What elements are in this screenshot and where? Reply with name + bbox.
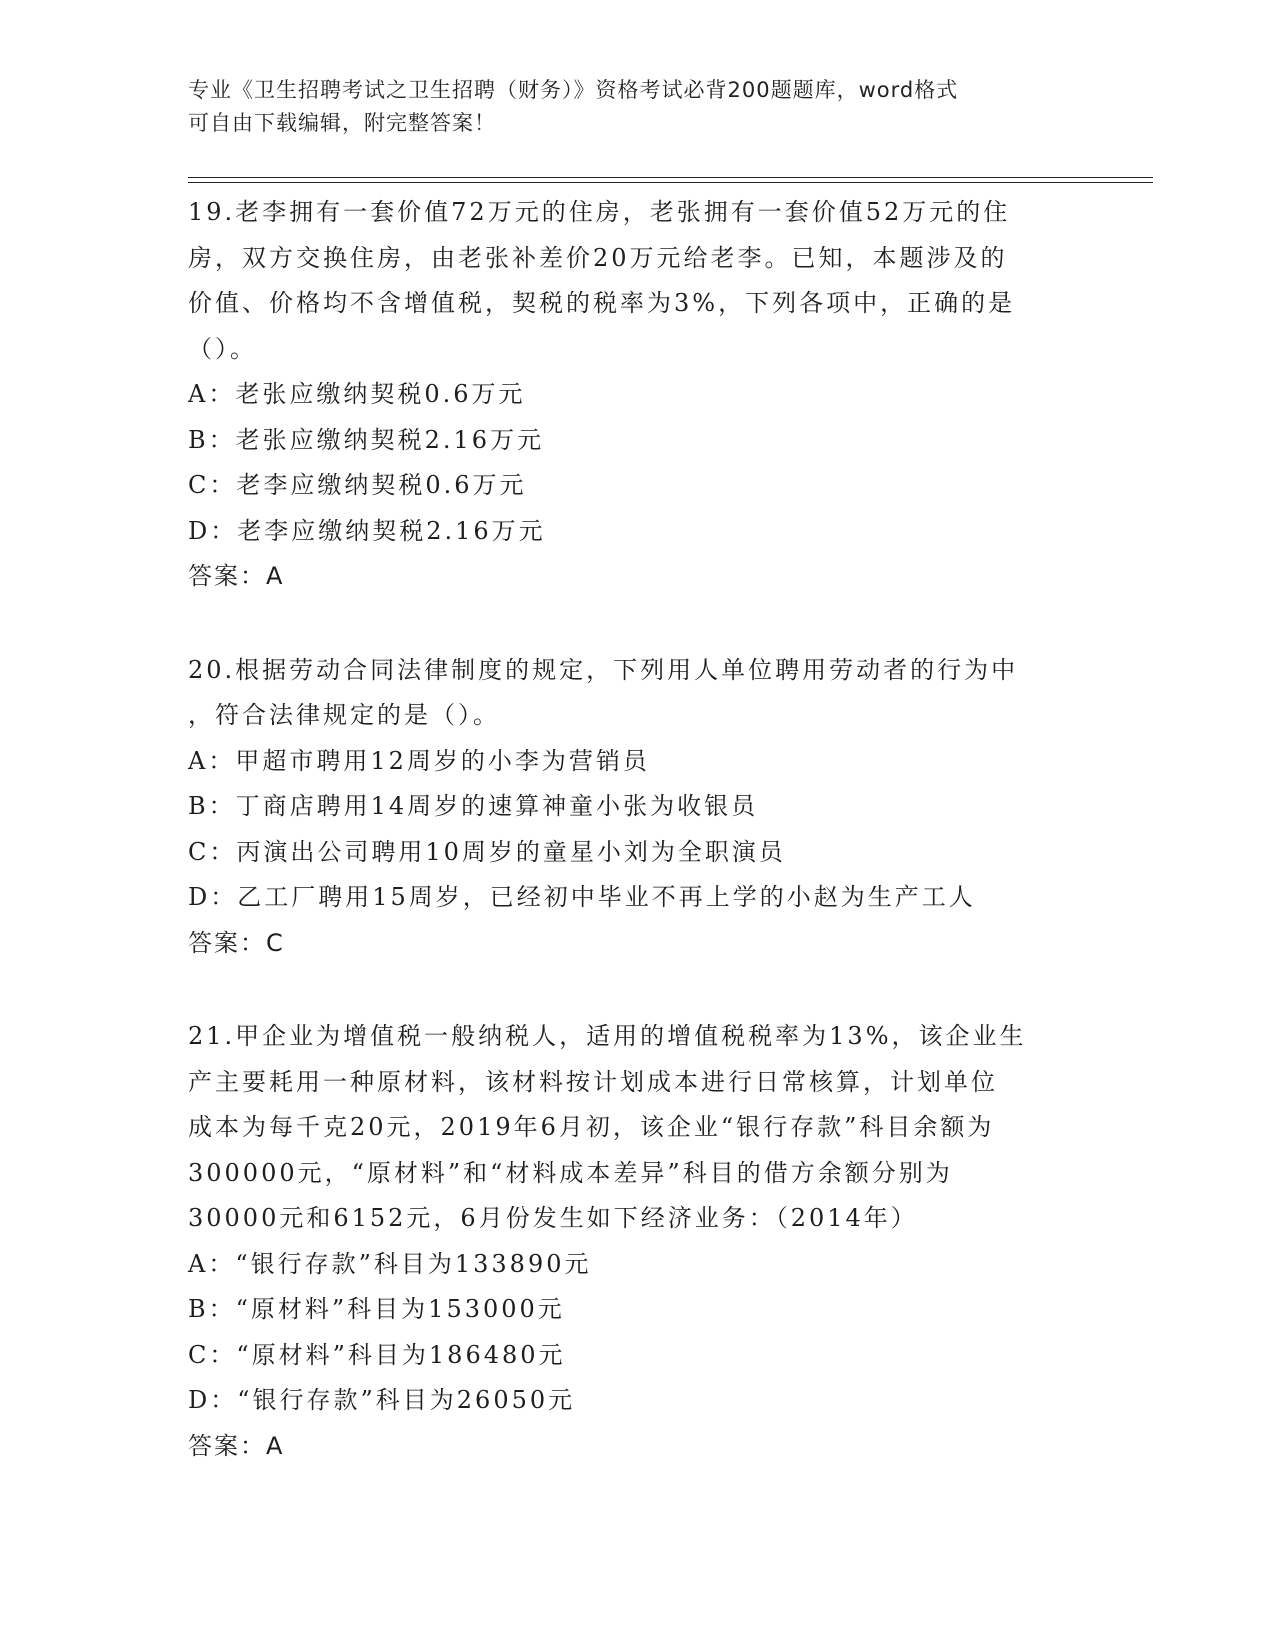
stem-line: ，符合法律规定的是（）。 — [188, 701, 500, 729]
option-c: C：“原材料”科目为186480元 — [188, 1340, 566, 1369]
question-stem — [188, 1014, 1078, 1242]
stem-line: 21.甲企业为增值税一般纳税人，适用的增值税税率为13%，该企业生 — [188, 1022, 1027, 1050]
question-20 — [188, 648, 1078, 967]
answer-line: 答案：C — [188, 928, 285, 957]
option-c: C：老李应缴纳契税0.6万元 — [188, 471, 527, 499]
option-b: B：“原材料”科目为153000元 — [188, 1295, 565, 1323]
header-divider-top — [188, 177, 1153, 178]
stem-line: 价值、价格均不含增值税，契税的税率为3%，下列各项中，正确的是 — [188, 289, 1016, 317]
question-21 — [188, 1014, 1078, 1469]
option-a: A：甲超市聘用12周岁的小李为营销员 — [188, 746, 650, 775]
question-stem — [188, 648, 1078, 739]
option-d: D：老李应缴纳契税2.16万元 — [188, 516, 546, 545]
option-b: B：丁商店聘用14周岁的速算神童小张为收银员 — [188, 792, 759, 820]
stem-line: （）。 — [188, 334, 257, 363]
option-a: A：老张应缴纳契税0.6万元 — [188, 380, 526, 408]
stem-line: 30000元和6152元，6月份发生如下经济业务：（2014年） — [188, 1204, 918, 1232]
stem-line: 20.根据劳动合同法律制度的规定，下列用人单位聘用劳动者的行为中 — [188, 655, 1019, 684]
header-line-2: 可自由下载编辑，附完整答案！ — [188, 111, 496, 135]
stem-line: 产主要耗用一种原材料，该材料按计划成本进行日常核算，计划单位 — [188, 1067, 998, 1096]
stem-line: 19.老李拥有一套价值72万元的住房，老张拥有一套价值52万元的住 — [188, 198, 1011, 226]
option-a: A：“银行存款”科目为133890元 — [188, 1249, 592, 1278]
header-line-1: 专业《卫生招聘考试之卫生招聘（财务）》资格考试必背200题题库，word格式 — [188, 78, 959, 102]
question-19 — [188, 190, 1078, 600]
option-c: C：丙演出公司聘用10周岁的童星小刘为全职演员 — [188, 837, 786, 866]
option-d: D：乙工厂聘用15周岁，已经初中毕业不再上学的小赵为生产工人 — [188, 883, 976, 911]
option-d: D：“银行存款”科目为26050元 — [188, 1386, 576, 1414]
header-divider-bottom — [188, 182, 1153, 183]
stem-line: 成本为每千克20元，2019年6月初，该企业“银行存款”科目余额为 — [188, 1113, 995, 1141]
question-list — [188, 190, 1078, 1517]
answer-line: 答案：A — [188, 562, 285, 590]
question-stem — [188, 190, 1078, 372]
stem-line: 房，双方交换住房，由老张补差价20万元给老李。已知，本题涉及的 — [188, 243, 1008, 272]
document-header — [188, 74, 1088, 140]
answer-line: 答案：A — [188, 1431, 285, 1460]
stem-line: 300000元，“原材料”和“材料成本差异”科目的借方余额分别为 — [188, 1158, 953, 1187]
option-b: B：老张应缴纳契税2.16万元 — [188, 425, 545, 454]
